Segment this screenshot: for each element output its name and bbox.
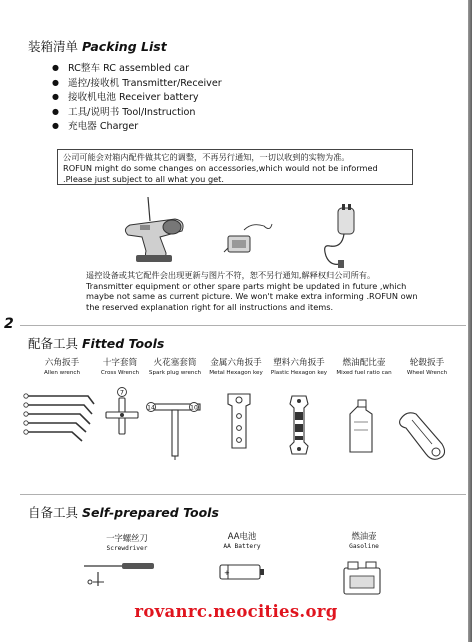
list-item: ● 工具/说明书 Tool/Instruction bbox=[52, 106, 222, 121]
self-title-cn: 自备工具 bbox=[28, 505, 79, 520]
fitted-title-cn: 配备工具 bbox=[28, 336, 79, 351]
tool-en: Plastic Hexagon key bbox=[270, 370, 328, 376]
tool-label-wheel bbox=[400, 356, 454, 376]
tool-cn: 火花塞套筒 bbox=[153, 358, 197, 368]
screwdriver-illustration bbox=[82, 558, 158, 588]
tool-cn: 燃油壶 bbox=[351, 531, 377, 541]
spark-plug-wrench-illustration bbox=[146, 398, 204, 460]
section-divider bbox=[20, 325, 466, 326]
marker-label-14: 14 bbox=[147, 404, 155, 412]
disclaimer-en: Transmitter equipment or other spare parts might be updated in future ,which maybe not same as current picture. We won't make extra informing .ROFUN own the reserved explanation right for all instructions and items. bbox=[86, 280, 418, 312]
aa-battery-illustration bbox=[218, 562, 266, 582]
tool-en: Wheel Wrench bbox=[406, 370, 448, 376]
cross-wrench-illustration bbox=[104, 386, 140, 436]
tool-en: Screwdriver bbox=[106, 545, 148, 552]
tool-label-plastic-hex bbox=[268, 356, 330, 376]
plastic-hex-key-illustration bbox=[284, 394, 314, 456]
disclaimer-cn: 遥控设备或其它配件会出现更新与图片不符，恕不另行通知,解释权归公司所有。 bbox=[86, 270, 376, 280]
gasoline-can-illustration bbox=[342, 556, 384, 596]
section-divider bbox=[20, 494, 466, 495]
sp-label-aa-battery bbox=[212, 530, 272, 550]
tool-cn: 燃油配比壶 bbox=[342, 358, 386, 368]
tool-cn: 塑料六角扳手 bbox=[273, 358, 325, 368]
tool-cn: 十字套筒 bbox=[102, 358, 138, 368]
marker-label-7: 7 bbox=[119, 388, 125, 397]
notice-box bbox=[57, 149, 413, 185]
fuel-ratio-can-illustration bbox=[344, 400, 376, 454]
list-item: ● 遥控/接收机 Transmitter/Receiver bbox=[52, 77, 222, 92]
packing-title-cn: 装箱清单 bbox=[28, 39, 79, 54]
tool-en: Mixed fuel ratio can bbox=[336, 370, 392, 376]
watermark: rovanrc.neocities.org bbox=[134, 602, 338, 621]
tool-cn: 一字螺丝刀 bbox=[106, 533, 148, 543]
wheel-wrench-illustration bbox=[398, 408, 448, 462]
page-edge-shadow bbox=[468, 0, 472, 642]
notice-cn: 公司可能会对箱内配件做其它的调整，不再另行通知，一切以收到的实物为准。 bbox=[63, 152, 350, 162]
list-item: ● 接收机电池 Receiver battery bbox=[52, 91, 222, 106]
tool-label-allen bbox=[36, 356, 88, 376]
receiver-illustration bbox=[222, 222, 274, 262]
tool-label-cross bbox=[94, 356, 146, 376]
self-title-en: Self-prepared Tools bbox=[82, 505, 219, 520]
charger-illustration bbox=[320, 204, 362, 270]
packing-list bbox=[52, 62, 222, 135]
notice-en: ROFUN might do some changes on accessories,which would not be informed .Please just subject to all what you get. bbox=[63, 162, 378, 184]
allen-wrench-illustration bbox=[22, 392, 102, 444]
tool-en: Cross Wrench bbox=[100, 370, 140, 376]
tool-en: Metal Hexagon key bbox=[209, 370, 263, 376]
page-number: 2 bbox=[4, 316, 14, 332]
tool-cn: 六角扳手 bbox=[44, 358, 80, 368]
tool-en: Gasoline bbox=[349, 543, 379, 550]
update-disclaimer bbox=[86, 270, 426, 312]
tool-cn: AA电池 bbox=[227, 531, 257, 541]
packing-title-en: Packing List bbox=[82, 39, 167, 54]
tool-label-metal-hex bbox=[206, 356, 266, 376]
packing-list-title bbox=[28, 37, 167, 55]
tool-en: Allen wrench bbox=[43, 370, 81, 376]
tool-en: AA Battery bbox=[223, 543, 261, 550]
tool-cn: 轮毂扳手 bbox=[409, 358, 445, 368]
self-prepared-title bbox=[28, 503, 219, 521]
plus-icon: + bbox=[224, 569, 230, 577]
fitted-tools-title bbox=[28, 334, 164, 352]
tool-en: Spark plug wrench bbox=[148, 370, 202, 376]
transmitter-illustration bbox=[120, 195, 200, 267]
sp-label-screwdriver bbox=[96, 532, 158, 552]
tool-label-fuel-can bbox=[334, 356, 394, 376]
tool-label-spark bbox=[146, 356, 204, 376]
sp-label-gasoline bbox=[334, 530, 394, 550]
marker-label-10: 10 bbox=[190, 404, 198, 412]
metal-hex-key-illustration bbox=[224, 390, 254, 452]
list-item: ● 充电器 Charger bbox=[52, 120, 222, 135]
fitted-title-en: Fitted Tools bbox=[82, 336, 165, 351]
tool-cn: 金属六角扳手 bbox=[210, 358, 262, 368]
list-item: ● RC整车 RC assembled car bbox=[52, 62, 222, 77]
